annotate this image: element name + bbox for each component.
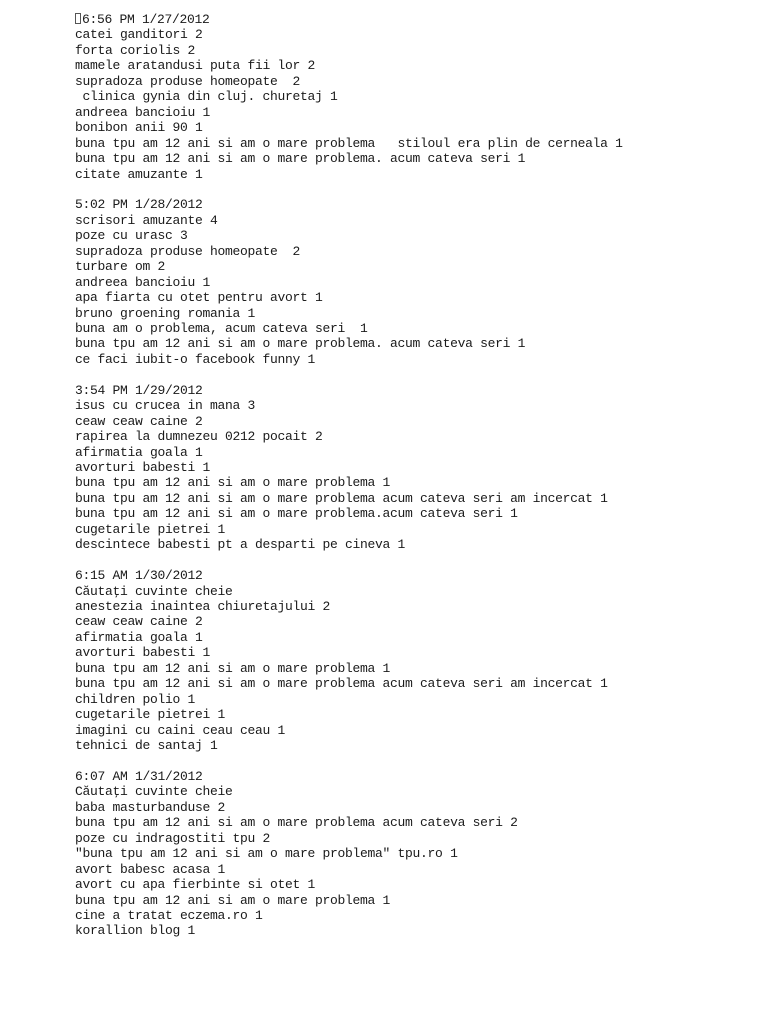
keyword-line: catei ganditori 2 <box>75 27 203 43</box>
keyword-line: buna tpu am 12 ani si am o mare problema acum cateva seri am incercat 1 <box>75 676 608 692</box>
keyword-line: avorturi babesti 1 <box>75 460 211 476</box>
keyword-line: buna tpu am 12 ani si am o mare problema acum cateva seri 2 <box>75 815 518 831</box>
log-entry-2012-01-28 <box>75 197 758 367</box>
keyword-line: buna am o problema, acum cateva seri 1 <box>75 321 368 336</box>
keyword-line: cine a tratat eczema.ro 1 <box>75 908 263 924</box>
entry-header <box>75 12 758 27</box>
keyword-line: afirmatia goala 1 <box>75 444 203 460</box>
keyword-line: korallion blog 1 <box>75 923 196 939</box>
keyword-line: bruno groening romania 1 <box>75 305 256 321</box>
keyword-line: anestezia inaintea chiuretajului 2 <box>75 599 331 615</box>
keyword-line: buna tpu am 12 ani si am o mare problema 1 <box>75 892 391 908</box>
keyword-line: baba masturbanduse 2 <box>75 799 226 815</box>
log-entry-2012-01-29 <box>75 383 758 553</box>
keyword-line: apa fiarta cu otet pentru avort 1 <box>75 290 323 306</box>
keyword-line: citate amuzante 1 <box>75 166 203 182</box>
keyword-line: buna tpu am 12 ani si am o mare problema 1 <box>75 475 391 491</box>
document-page <box>75 12 758 954</box>
keyword-line: "buna tpu am 12 ani si am o mare problema" tpu.ro 1 <box>75 846 458 862</box>
keyword-line: Căutaţi cuvinte cheie <box>75 784 233 800</box>
keyword-line: buna tpu am 12 ani si am o mare problema stiloul era plin de cerneala 1 <box>75 135 623 151</box>
entry-timestamp: 5:02 PM 1/28/2012 <box>75 197 203 213</box>
keyword-line: buna tpu am 12 ani si am o mare problema 1 <box>75 660 391 676</box>
keyword-line: avorturi babesti 1 <box>75 645 211 661</box>
keyword-line: andreea bancioiu 1 <box>75 274 211 290</box>
keyword-line: ce faci iubit-o facebook funny 1 <box>75 351 316 367</box>
keyword-line: supradoza produse homeopate 2 <box>75 73 301 89</box>
keyword-line: buna tpu am 12 ani si am o mare problema acum cateva seri am incercat 1 <box>75 490 608 506</box>
keyword-line: Căutaţi cuvinte cheie <box>75 583 233 599</box>
entry-timestamp: 6:15 AM 1/30/2012 <box>75 568 203 584</box>
log-entry-2012-01-27 <box>75 12 758 182</box>
entry-timestamp: 6:07 AM 1/31/2012 <box>75 768 203 784</box>
keyword-line: ceaw ceaw caine 2 <box>75 413 203 429</box>
keyword-line: turbare om 2 <box>75 259 166 275</box>
keyword-line: bonibon anii 90 1 <box>75 120 203 136</box>
keyword-line: supradoza produse homeopate 2 <box>75 243 301 259</box>
keyword-line: imagini cu caini ceau ceau 1 <box>75 722 286 738</box>
keyword-line: children polio 1 <box>75 691 196 707</box>
keyword-line: forta coriolis 2 <box>75 42 196 58</box>
keyword-line: afirmatia goala 1 <box>75 629 203 645</box>
keyword-line: clinica gynia din cluj. churetaj 1 <box>75 89 338 105</box>
entry-timestamp: 6:56 PM 1/27/2012 <box>82 12 210 27</box>
keyword-line: descintece babesti pt a desparti pe cineva 1 <box>75 537 406 553</box>
keyword-line: poze cu indragostiti tpu 2 <box>75 830 271 846</box>
keyword-line: scrisori amuzante 4 <box>75 212 218 228</box>
keyword-line: tehnici de santaj 1 <box>75 738 218 754</box>
entry-timestamp: 3:54 PM 1/29/2012 <box>75 382 203 398</box>
keyword-line: avort babesc acasa 1 <box>75 861 226 877</box>
keyword-line: rapirea la dumnezeu 0212 pocait 2 <box>75 429 323 445</box>
keyword-line: isus cu crucea in mana 3 <box>75 398 256 414</box>
log-entry-2012-01-30 <box>75 568 758 753</box>
keyword-line: buna tpu am 12 ani si am o mare problema.acum cateva seri 1 <box>75 506 518 522</box>
keyword-line: poze cu urasc 3 <box>75 228 188 244</box>
keyword-line: buna tpu am 12 ani si am o mare problema. acum cateva seri 1 <box>75 151 526 167</box>
missing-glyph-icon <box>75 13 81 24</box>
keyword-line: andreea bancioiu 1 <box>75 104 211 120</box>
keyword-line: cugetarile pietrei 1 <box>75 521 226 537</box>
keyword-line: mamele aratandusi puta fii lor 2 <box>75 58 316 74</box>
keyword-line: buna tpu am 12 ani si am o mare problema. acum cateva seri 1 <box>75 336 526 352</box>
keyword-line: cugetarile pietrei 1 <box>75 707 226 723</box>
keyword-line: ceaw ceaw caine 2 <box>75 614 203 630</box>
keyword-line: avort cu apa fierbinte si otet 1 <box>75 877 316 893</box>
log-entry-2012-01-31 <box>75 769 758 939</box>
